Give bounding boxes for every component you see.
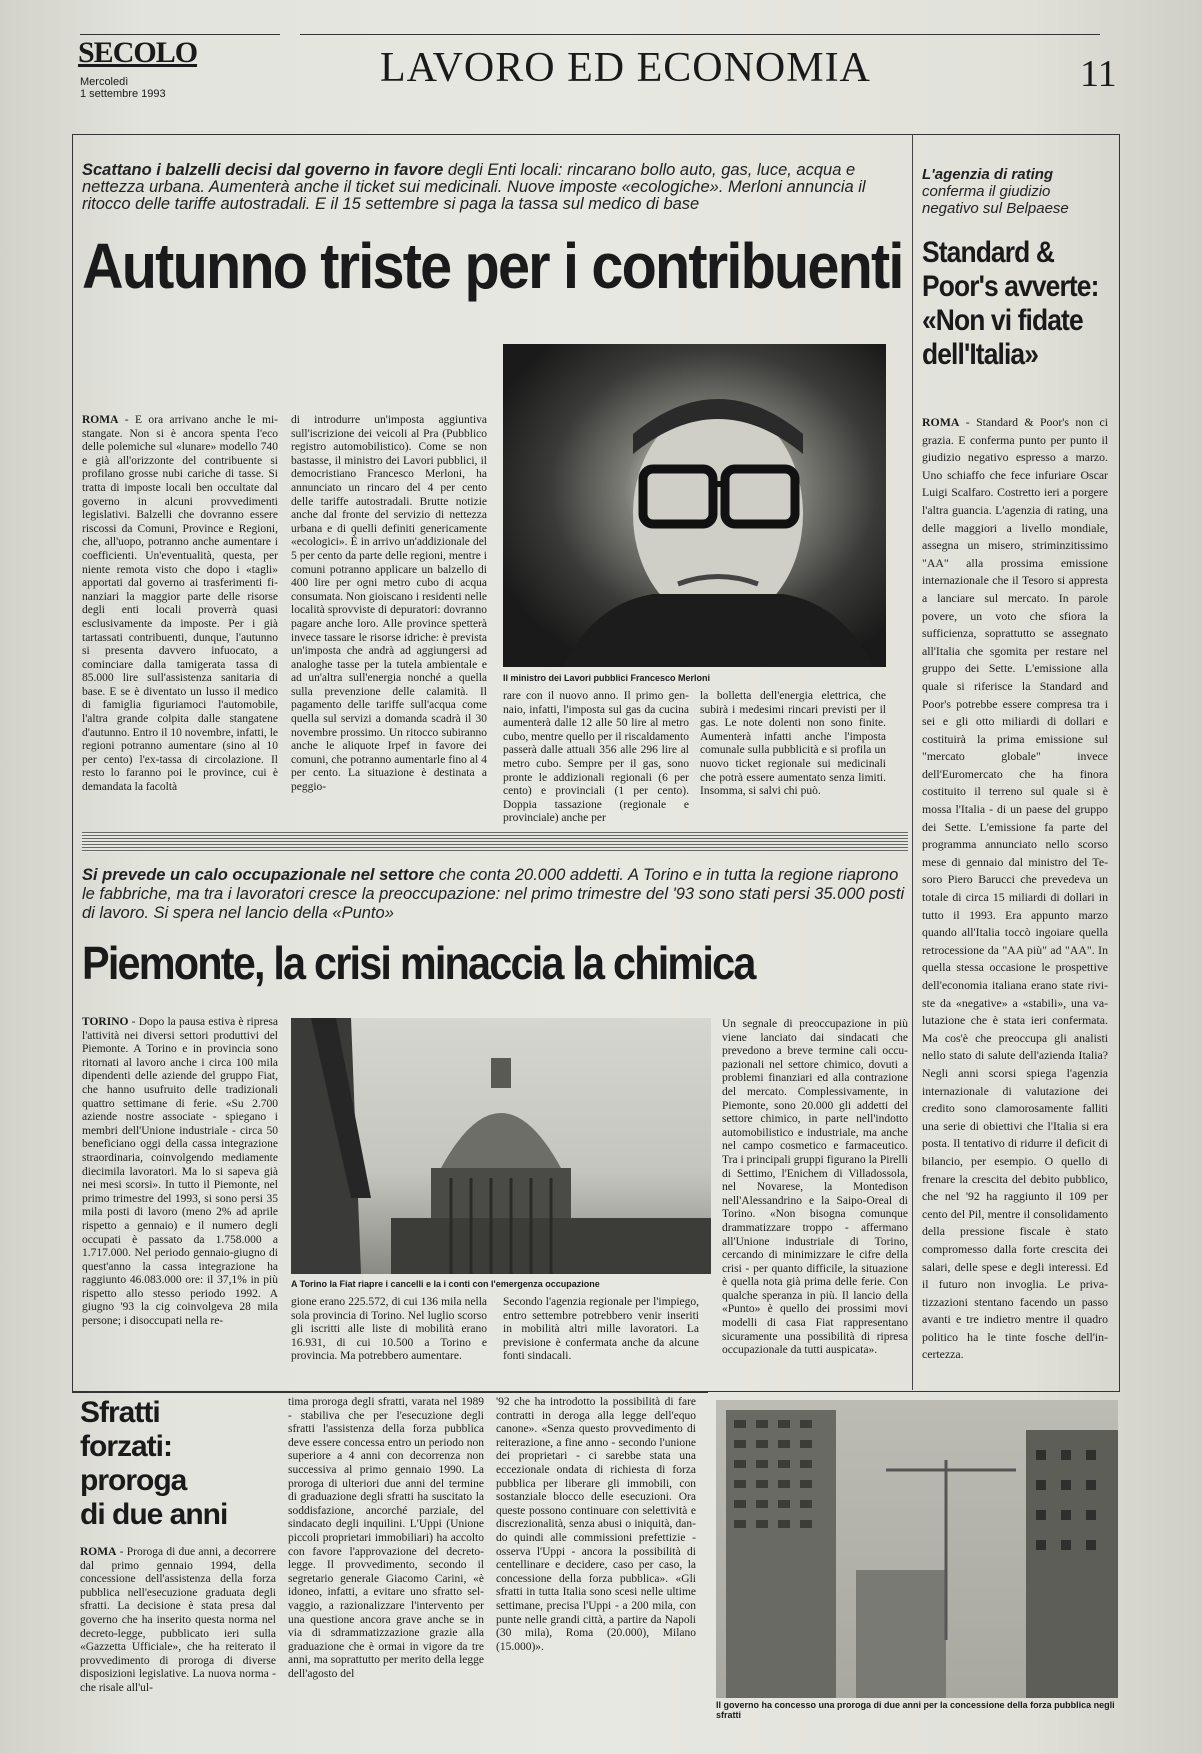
article1-column-4: la bolletta dell'energia elettrica, che subirà i medesimi rincari previsti per il gas. Le note dolenti non sono finite. Aumenterà infatti anche l'imposta comunale sulla pubblicità e si profila un nuovo ticket regionale sui medicinali che potrà essere aumentato senza limiti. Insomma, si salvi chi può. <box>700 690 886 798</box>
article1-kicker-bold: Scattano i balzelli decisi dal governo in favore <box>82 161 444 179</box>
mole-dome-illustration <box>291 1018 711 1274</box>
article4-dateline: ROMA <box>80 1546 117 1558</box>
section-title: LAVORO ED ECONOMIA <box>380 45 871 91</box>
article4-headline-line1: Sfratti <box>80 1396 160 1429</box>
apartment-blocks-illustration <box>716 1400 1118 1698</box>
article3-col1-text: - Dopo la pausa estiva è ripresa l'attività nei diversi settori produttivi del Piemonte. A Torino e in provincia sono ritornati al lavoro anche i circa 100 mila dipendenti delle aziende del gruppo Fiat, che hanno usufruito delle tradizionali quattro settimane di ferie. «Su 2.700 aziende nostre associate - spiegano i membri dell'Unione industriale - circa 50 beneficiano oggi della cassa integrazione straordinaria, coinvolgendo mediamente diecimila lavoratori. Ma lo si sapeva già nei mesi scorsi». In tutto il Piemonte, nel primo trimestre del 1993, si sono persi 35 mila posti di lavoro (meno 2% ad aprile rispetto a gennaio) e il numero degli occupati è passato da 1.758.000 a 1.717.000. Nel periodo gennaio-giugno di quest'anno la cassa integrazione ha raggiunto 46.083.000 ore: il 37,1% in più rispetto allo stesso periodo 1992. A giugno '93 la cig coinvolgeva 28 mila persone; i disoccupati nella re- <box>82 1016 279 1328</box>
page-number: 11 <box>1080 53 1117 95</box>
article2-kicker-line2: conferma il giudizio <box>922 183 1051 200</box>
article3-kicker-bold: Si prevede un calo occupazionale nel settore <box>82 866 435 884</box>
article3-column-3: Secondo l'agenzia regionale per l'impiego, entro settembre potrebbero venir inseriti in mobilità altri mille lavoratori. La previsione è confermata anche da alcune fonti sindacali. <box>503 1296 699 1363</box>
article1-column-2: di introdurre un'imposta aggiuntiva sull'iscrizione dei veicoli al Pra (Pubblico registro automobilistico). Come se non bastasse, il ministro dei Lavori pubblici, il democristiano Francesco Merloni, ha annunciato un rincaro del 4 per cento delle tariffe autostradali. Brutte notizie anche dal fronte del servizio di nettezza urbana e di quelli definiti genericamente «ecologici». È in arrivo un'addizionale del 5 per cento da parte delle regioni, mentre i comuni potranno applicare un balzello di 400 lire per ogni metro cubo di acqua consumata. Non gioiscano i residenti nelle località sprovviste di depuratori: dovranno pagare anche loro. Alle province spetterà invece tassare le risorse idriche: è prevista un'imposta che andrà ad aggiungersi ad analoghe tasse per la tutela ambientale e ad un'altra sull'energia nonché a quella sulla prevenzione delle calamità. Il pagamento delle tariffe sull'acqua come quella sul servizi a domanda scadrà il 30 novembre prossimo. Un ritocco subiranno anche le aliquote Irpef in favore dei comuni, che potranno aumentarle fino al 4 per cento. La situazione è destinata a peggio- <box>291 414 487 794</box>
torino-photo <box>291 1018 711 1274</box>
article4-headline-line3: proroga <box>80 1464 187 1497</box>
article2-headline-line4: dell'Italia» <box>922 338 1039 371</box>
article3-dateline: TORINO <box>82 1016 129 1028</box>
article4-headline-line2: forzati: <box>80 1430 172 1463</box>
article2-dateline: ROMA <box>922 415 960 429</box>
article4-col1-text: - Proroga di due anni, a decorrere dal primo gennaio 1994, della concessione dell'assistenza della forza pubblica nell'esecuzione graduata degli sfratti. La decisione è stata presa dal governo che ha inserito questa norma nel decreto-legge, pubblicato ieri sulla «Gazzetta Ufficiale», che ha reiterato il provvedimento di proroga di diverse disposizioni legislative. La nuova norma - che risale all'ul- <box>80 1546 276 1694</box>
article1-dateline: ROMA <box>82 414 119 426</box>
merloni-photo-caption: Il ministro dei Lavori pubblici Francesco Merloni <box>503 673 711 683</box>
article4-column-2: tima proroga degli sfratti, varata nel 1989 - stabiliva che per l'esecuzione degli sfratti l'assistenza della forza pubblica deve essere concessa entro un periodo non superiore a 4 anni con decorrenza non successiva al primo gennaio 1990. La proroga di ulteriori due anni del termine di graduazione degli sfratti ha suscitato la soddisfazione, ancorché parziale, del sindacato degli inquilini. L'Uppi (Unione piccoli proprietari immobiliari) ha accolto con favore l'approvazione del decreto-legge. Il provvedimento, secondo il segretario generale Giacomo Carini, «è idoneo, infatti, a evitare uno sfratto selvaggio, a razionalizzare l'intervento per una questione ancora grave anche se in via di sdrammatizzazione grazie alla graduazione che è ormai in vigore da tre anni, ma soprattutto per merito della legge dell'agosto del <box>288 1396 484 1680</box>
article4-headline-line4: di due anni <box>80 1498 228 1531</box>
article3-headline: Piemonte, la crisi minaccia la chimica <box>82 937 755 989</box>
article1-column-1 <box>82 414 278 818</box>
article4-column-1 <box>80 1546 276 1730</box>
article3-kicker-rest: che conta 20.000 addetti. A Torino e in tutta la regione riaprono le fabbriche, ma tra i lavoratori cresce la preoccupazione: nel primo trimestre del '93 sono stati persi 35.000 posti di lavoro. Si spera nel lancio della «Punto» <box>82 866 905 922</box>
article2-kicker-line3: negativo sul Belpaese <box>922 200 1069 217</box>
article4-column-3: '92 che ha introdotto la possibilità di fare contratti in deroga alla legge dell'equo canone». «Senza questo provvedimento di reiterazione, a fine anno - secondo l'unione dei proprietari - ci sarebbe stata una eccezionale ondata di richiesta di forza pubblica per liberare gli immobili, con sostanziale blocco delle esecuzioni. Ora queste possono continuare con selettività e discrezionalità, senza abusi o iniquità, dando quindi alle commissioni prefettizie - osserva l'Uppi - ancora la possibilità di centellinare e decidere, caso per caso, la concessione della forza pubblica». «Gli sfratti in tutta Italia sono scesi nelle ultime settimane, precisa l'Uppi - a 200 mila, con punte nelle grandi città, a partire da Napoli (30 mila), Roma (20.000), Milano (15.000)». <box>496 1396 696 1653</box>
issue-weekday: Mercoledì <box>80 76 129 88</box>
article2-kicker-line1: L'agenzia di rating <box>922 166 1054 183</box>
column-divider <box>912 134 913 1390</box>
article1-headline: Autunno triste per i contribuenti <box>82 230 903 302</box>
torino-photo-caption: A Torino la Fiat riapre i cancelli e la i conti con l'emergenza occupazione <box>291 1279 600 1289</box>
article2-headline-line2: Poor's avverte: <box>922 270 1099 303</box>
article1-column-3: rare con il nuovo anno. Il primo gennaio, infatti, l'imposta sul gas da cucina aumenterà dalle 12 alle 50 lire al metro cubo, mentre quello per il riscaldamento passerà dalle attuali 356 alle 296 lire al metro cubo. Sempre per il gas, sono pronte le addizionali regionali (6 per cento) e provinciali (1 per cento). Doppia tassazione (regionale e provinciale) anche per <box>503 690 689 825</box>
masthead: SECOLO <box>78 36 198 69</box>
issue-date <box>80 76 200 100</box>
portrait-illustration <box>503 344 886 667</box>
article1-kicker-rest: degli Enti locali: rincarano bollo auto, gas, luce, acqua e nettezza urbana. Aumenterà anche il ticket sui medicinali. Nuove imposte «ecologiche». Merloni annuncia il ritocco delle tariffe autostradali. E il 15 settembre si paga la tassa sul medico di base <box>82 161 866 213</box>
article3-column-4: Un segnale di preoccupazione in più viene lanciato dai sindacati che prevedono a breve termine cali occupazionali nel settore chimico, dovuti a problemi finanziari ed alla contrazione del mercato. Complessivamente, in Piemonte, sono 20.000 gli addetti del settore chimico, in parte nell'indotto automobilistico e industriale, ma anche nel campo cosmetico e farmaceutico. Tra i principali gruppi figurano la Pirelli di Settimo, l'Enichem di Villadossola, nel Novarese, la Montedison nell'Alessandrino e la Saipo-Oreal di Torino. «Non bisogna comunque drammatizzare troppo - affermano all'Unione industriale di Torino, cercando di minimizzare le cifre della crisi - per quanto difficile, la situazione è quella nota già prima delle ferie. Con qualche speranza in più. Il lancio della «Punto» è quello dei prossimi movi modelli di casa Fiat rappresentano sicuramente una possibilità di ripresa occupazionale da tutti auspicata». <box>722 1018 908 1357</box>
article2-headline-line3: «Non vi fidate <box>922 304 1083 337</box>
issue-date-text: 1 settembre 1993 <box>80 88 166 100</box>
article2-body <box>922 414 1108 1380</box>
article2-headline <box>922 236 1099 372</box>
article1-kicker <box>82 162 872 213</box>
article3-column-1 <box>82 1016 278 1376</box>
article3-column-2: gione erano 225.572, di cui 136 mila nella sola provincia di Torino. Nel luglio scorso gli iscritti alle liste di mobilità erano 16.931, di cui 10.500 a Torino e provincia. Ma potrebbero aumentare. <box>291 1296 487 1363</box>
buildings-photo <box>716 1400 1118 1698</box>
merloni-photo <box>503 344 886 667</box>
article1-col1-text: - E ora arrivano anche le mistangate. Non si è ancora spenta l'eco delle polemiche sul «lunare» modello 740 e già all'orizzonte del contribuente si profilano grosse nubi cariche di tasse. Si tratta di imposte locali ben occultate dal governo in alcuni provvedimenti legislativi. Balzelli che dovranno essere riscossi da Comuni, Province e Regioni, che, all'uopo, potranno anche aumentare i coefficienti. Un'eventualità, questa, per niente remota visto che dopo i «tagli» apportati dal governo ai trasferimenti finanziari la maggior parte delle risorse degli enti locali proverrà quasi esclusivamente da imposte. Per i già tartassati contribuenti, dunque, l'autunno si presenta davvero infuocato, a cominciare dalla tamigerata tassa di 85.000 lire sull'assistenza sanitaria di base. E se è diventato un lusso il medico di famiglia figuriamoci l'automobile, l'altra grande colpita dalle stangatene d'autunno. Entro il 10 novembre, infatti, le regioni potranno aumentare (sino al 10 per cento) l'ex-tassa di circolazione. Il resto lo faranno poi le province, cui è demandata la facoltà <box>82 414 278 794</box>
header-rule-left <box>80 34 280 35</box>
article4-headline <box>80 1396 227 1532</box>
article2-headline-line1: Standard & <box>922 236 1055 269</box>
article2-kicker <box>922 166 1112 217</box>
section-separator <box>82 832 908 852</box>
buildings-photo-caption: Il governo ha concesso una proroga di due anni per la concessione della forza pubblica negli sfratti <box>716 1700 1115 1720</box>
article3-kicker <box>82 866 908 923</box>
header-rule-right <box>300 34 1100 35</box>
article2-body-text: - Standard & Poor's non ci grazia. E conferma punto per punto il giudizio negativo espresso a marzo. Uno schiaffo che fece infuriare Oscar Luigi Scalfaro. Costretto ieri a porgere l'altra guancia. L'agenzia di rating, una delle maggiori a livello mondiale, assegna un misero, striminzitissimo "AA" alla prossima emissione internazionale che il Tesoro si appresta a lanciare sul mercato. In parole povere, un voto che sfiora la sufficienza, soprattutto se assegnato all'Italia che sgomita per restare nel gruppo dei Sette. L'emissione alla quale si riferisce la Standard and Poor's potrebbe essere compresa tra i sei e gli otto miliardi di dollari e costituirà la prima emissione sul "mercato globale" invece dell'Euromercato che ha finora costituito il terreno sul quale si è mossa l'Italia - di un paese del gruppo dei Sette. L'emissione fa parte del programma annunciato nello scorso mese di gennaio dal ministro del Tesoro Piero Barucci che prevedeva un totale di circa 15 miliardi di dollari in tutto il 1993. Era appunto marzo quando all'Italia toccò ingoiare quella retrocessione da "AA più" ad "AA". In quella stessa occasione le prospettive dell'economia italiana erano state riviste da «negative» a «stabili», una valutazione che è stata ieri confermata. Ma cos'è che preoccupa gli analisti nello stato di salute dell'azienda Italia? Negli anni scorsi spiega l'agenzia internazionale di valutazione dei credito sono clamorosamente falliti una serie di obiettivi che l'Italia si era posta. Il tentativo di ridurre il deficit di bilancio, per esempio. O quello di frenare la crescita del debito pubblico, che nel '92 ha raggiunto il 109 per cento del Pil, mentre il consolidamento della pressione fiscale è stato compromesso dalla forte crescita dei salari, delle spese e degli interessi. Ed il futuro non invoglia. Le privatizzazioni stentano facendo un passo avanti e tre indietro mentre il quadro politico ha le tinte fosche dell'incertezza. <box>922 415 1109 1362</box>
